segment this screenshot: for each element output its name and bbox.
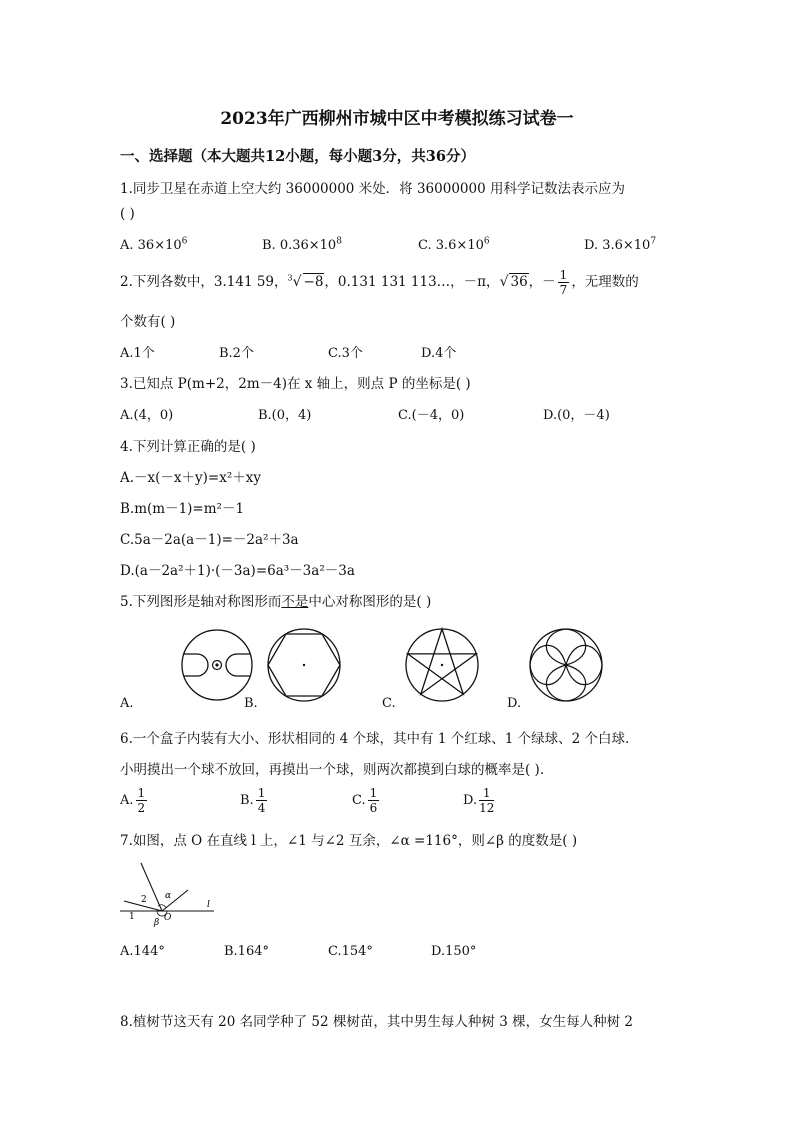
question-2-stem-2: 个数有( ) [120,314,176,330]
q3-option-b: B.(0，4) [258,408,312,423]
q2-option-c: C.3个 [328,346,363,361]
q2-option-d: D.4个 [421,346,457,361]
question-3-stem: 3.已知点 P(m+2，2m－4)在 x 轴上，则点 P 的坐标是( ) [120,376,471,392]
figure-d-four-petals [526,625,606,705]
section-heading: 一、选择题（本大题共12小题，每小题3分，共36分） [120,148,475,165]
q7-option-d: D.150° [431,944,477,959]
question-6-stem-2: 小明摸出一个球不放回，再摸出一个球，则两次都摸到白球的概率是( ). [120,762,545,778]
q6-option-d: D. $\frac{1}{12}$ [463,786,495,815]
question-7-stem: 7.如图，点 O 在直线 l 上，∠1 与∠2 互余，∠α =116°，则∠β 的度数是( ) [120,833,578,849]
q2-option-a: A.1个 [120,346,155,361]
figure-b-hexagon [264,625,344,705]
q1-option-b: B. $0.36\times 10^8$ [262,236,342,253]
q4-option-d: D.(a－2a²＋1)·(－3a)=6a³－3a²－3a [120,563,355,579]
q7-option-b: B.164° [224,944,269,959]
q5-label-d: D. [507,696,522,711]
fig-label-2: 2 [141,895,147,905]
q5-label-c: C. [382,696,396,711]
q3-option-a: A.(4，0) [120,408,174,423]
q4-option-b: B.m(m－1)=m²－1 [120,501,245,517]
question-1-blank: ( ) [120,206,135,222]
q6-option-a: A. $\frac{1}{2}$ [120,786,146,815]
q4-option-c: C.5a－2a(a－1)=－2a²＋3a [120,532,299,548]
fig-label-l: l [207,900,210,910]
q2-option-b: B.2个 [219,346,254,361]
q4-option-a: A.－x(－x＋y)=x²＋xy [120,470,262,486]
question-5-stem: 5.下列图形是轴对称图形而不是中心对称图形的是( ) [120,594,432,610]
q7-option-c: C.154° [328,944,373,959]
question-2-stem: 2.下列各数中，3.141 59，$^3$√ −8，0.131 131 113…，－π，√ 36，－ $\frac{1}{7}$ ，无理数的 [120,268,639,297]
q1-option-d: D. $3.6\times 10^7$ [584,236,657,253]
q1-option-c: C. $3.6\times 10^6$ [418,236,490,253]
fig-label-1: 1 [129,912,135,922]
sqrt-36: 36 [510,274,528,290]
cube-root-radicand: −8 [303,274,324,290]
q3-option-c: C.(－4，0) [398,408,465,423]
exam-title: 2023年广西柳州市城中区中考模拟练习试卷一 [220,109,574,129]
q1-option-a: A. $36\times 10^6$ [120,236,188,253]
q5-label-b: B. [244,696,258,711]
fig-label-alpha: α [165,891,172,901]
question-6-stem-1: 6.一个盒子内装有大小、形状相同的 4 个球，其中有 1 个红球、1 个绿球、2 个白球. [120,731,630,747]
question-8-stem: 8.植树节这天有 20 名同学种了 52 棵树苗，其中男生每人种树 3 棵，女生每人种树 2 [120,1014,633,1030]
cube-root-index: 3 [287,273,293,283]
q6-option-c: C. $\frac{1}{6}$ [352,786,378,815]
fraction-1-7: $\frac{1}{7}$ [559,268,568,297]
figure-c-pentagram [402,625,482,705]
fig-label-beta: β [154,918,160,928]
q6-option-b: B. $\frac{1}{4}$ [240,786,266,815]
q3-option-d: D.(0，－4) [543,408,610,423]
fig-label-o: O [164,913,172,923]
q7-option-a: A.144° [120,944,165,959]
figure-q7-angles [118,858,218,930]
question-1-stem: 1.同步卫星在赤道上空大约 36000000 米处．将 36000000 用科学记数法表示应为 [120,181,625,197]
q5-label-a: A. [120,696,134,711]
question-4-stem: 4.下列计算正确的是( ) [120,439,256,455]
